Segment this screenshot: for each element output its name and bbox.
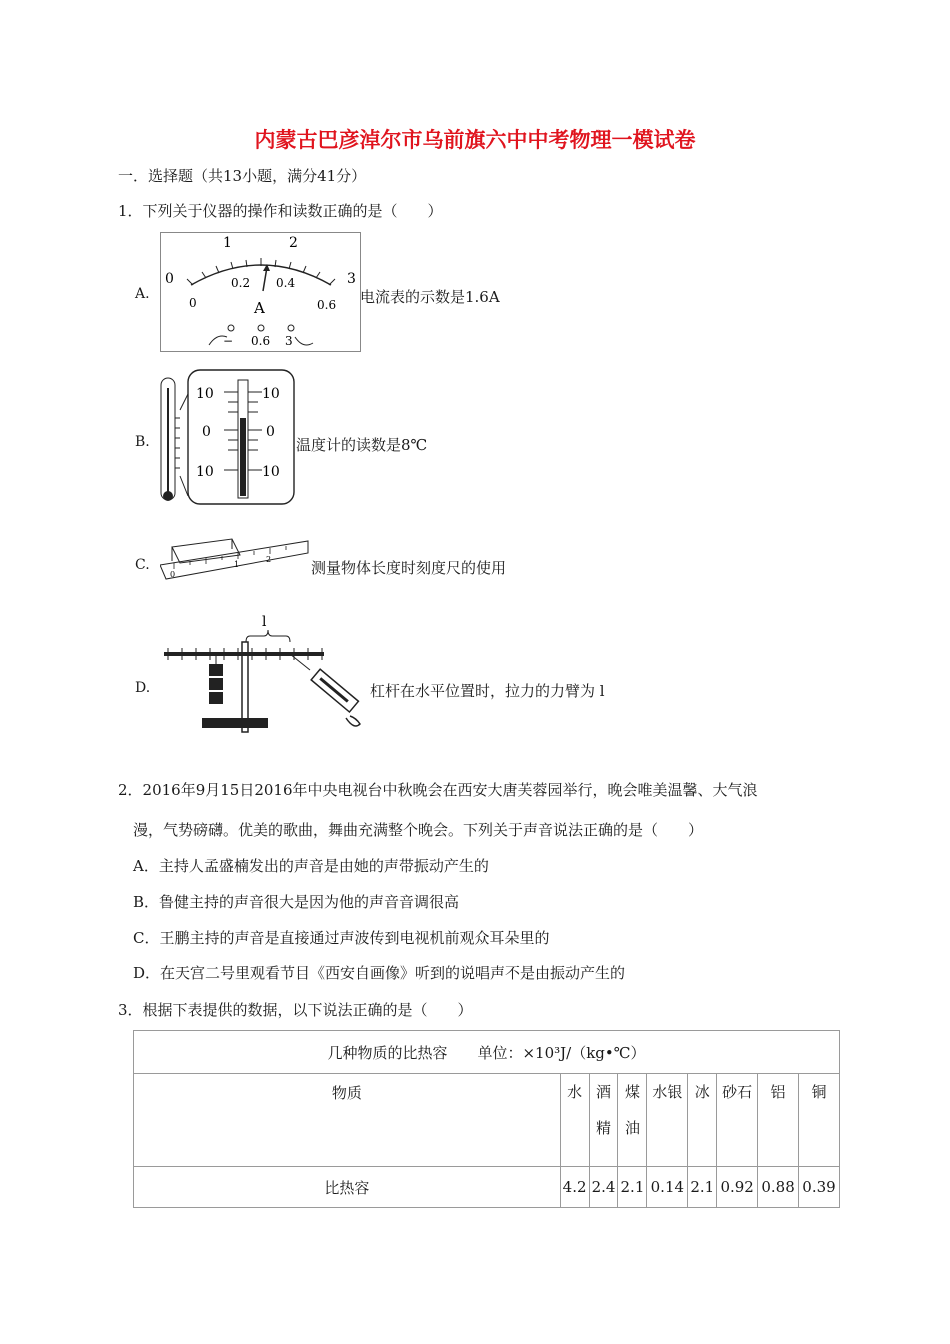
q2-option-d: D．在天宫二号里观看节目《西安自画像》听到的说唱声不是由振动产生的 xyxy=(133,964,626,982)
q1-option-c-letter: C. xyxy=(135,557,150,573)
thermometer-label-top-right: 10 xyxy=(262,386,280,402)
q2-option-a: A．主持人孟盛楠发出的声音是由她的声带振动产生的 xyxy=(133,857,489,875)
substance-water: 水 xyxy=(560,1074,589,1167)
value-mercury: 0.14 xyxy=(647,1167,688,1208)
ammeter-terminal-negative: − xyxy=(223,334,234,348)
question-2-stem-line-2: 漫，气势磅礴。优美的歌曲，舞曲充满整个晚会。下列关于声音说法正确的是（ ） xyxy=(133,821,704,839)
ammeter-figure xyxy=(160,232,361,352)
ammeter-terminal-0-6: 0.6 xyxy=(251,334,271,348)
ruler-figure xyxy=(160,527,310,582)
value-aluminum: 0.88 xyxy=(758,1167,799,1208)
ammeter-dial-icon xyxy=(161,233,360,351)
table-caption: 几种物质的比热容 单位：×10³J/（kg•℃） xyxy=(134,1031,840,1074)
ammeter-upper-tick-3: 3 xyxy=(347,271,356,287)
thermometer-label-bottom-right: 10 xyxy=(262,464,280,480)
ammeter-upper-tick-1: 1 xyxy=(223,235,232,251)
table-header-specific-heat: 比热容 xyxy=(134,1167,561,1208)
q1-option-c-text: 测量物体长度时刻度尺的使用 xyxy=(311,559,507,577)
question-2-stem-line-1: 2．2016年9月15日2016年中央电视台中秋晚会在西安大唐芙蓉园举行，晚会唯美温馨、大气浪 xyxy=(118,781,758,799)
ammeter-upper-tick-0: 0 xyxy=(165,271,174,287)
specific-heat-table xyxy=(133,1030,840,1208)
ammeter-upper-tick-2: 2 xyxy=(289,235,298,251)
table-header-substance: 物质 xyxy=(134,1074,561,1167)
q2-option-c: C．王鹏主持的声音是直接通过声波传到电视机前观众耳朵里的 xyxy=(133,929,550,947)
q1-option-d-letter: D. xyxy=(135,680,151,696)
thermometer-label-top-left: 10 xyxy=(196,386,214,402)
lever-figure xyxy=(160,614,366,738)
substance-mercury: 水银 xyxy=(647,1074,688,1167)
ruler-icon xyxy=(160,527,310,582)
ammeter-lower-tick-1: 0.2 xyxy=(231,276,251,290)
q1-option-b-text: 温度计的读数是8℃ xyxy=(296,436,428,454)
thermometer-label-mid-left: 0 xyxy=(202,424,211,440)
substance-copper: 铜 xyxy=(799,1074,840,1167)
substance-sand: 砂石 xyxy=(717,1074,758,1167)
q1-option-a-letter: A. xyxy=(135,286,150,302)
ammeter-unit: A xyxy=(254,299,265,317)
thermometer-label-mid-right: 0 xyxy=(266,424,275,440)
ruler-mark-0: 0 xyxy=(170,570,176,579)
ammeter-lower-tick-2: 0.4 xyxy=(276,276,296,290)
substance-aluminum: 铝 xyxy=(758,1074,799,1167)
value-kerosene: 2.1 xyxy=(618,1167,647,1208)
lever-icon xyxy=(160,614,366,738)
question-1-stem: 1．下列关于仪器的操作和读数正确的是（ ） xyxy=(118,202,443,220)
ruler-mark-1: 1 xyxy=(234,560,240,569)
value-water: 4.2 xyxy=(560,1167,589,1208)
value-sand: 0.92 xyxy=(717,1167,758,1208)
question-3-stem: 3．根据下表提供的数据，以下说法正确的是（ ） xyxy=(118,1001,473,1019)
q1-option-d-text: 杠杆在水平位置时，拉力的力臂为 l xyxy=(370,682,605,700)
q1-option-b-letter: B. xyxy=(135,434,150,450)
document-title: 内蒙古巴彦淖尔市乌前旗六中中考物理一模试卷 xyxy=(254,128,696,152)
value-ice: 2.1 xyxy=(688,1167,717,1208)
lever-arm-label: l xyxy=(262,614,267,630)
ruler-mark-2: 2 xyxy=(266,555,272,564)
thermometer-icon xyxy=(158,368,298,508)
section-heading: 一．选择题（共13小题，满分41分） xyxy=(118,167,367,185)
thermometer-figure xyxy=(158,368,298,508)
substance-alcohol: 酒精 xyxy=(589,1074,618,1167)
substance-ice: 冰 xyxy=(688,1074,717,1167)
q2-option-b: B．鲁健主持的声音很大是因为他的声音音调很高 xyxy=(133,893,460,911)
substance-kerosene: 煤油 xyxy=(618,1074,647,1167)
ammeter-terminal-3: 3 xyxy=(285,334,293,348)
ammeter-lower-tick-3: 0.6 xyxy=(317,298,337,312)
value-alcohol: 2.4 xyxy=(589,1167,618,1208)
value-copper: 0.39 xyxy=(799,1167,840,1208)
ammeter-lower-tick-0: 0 xyxy=(189,296,197,310)
thermometer-label-bottom-left: 10 xyxy=(196,464,214,480)
q1-option-a-text: 电流表的示数是1.6A xyxy=(360,288,500,306)
